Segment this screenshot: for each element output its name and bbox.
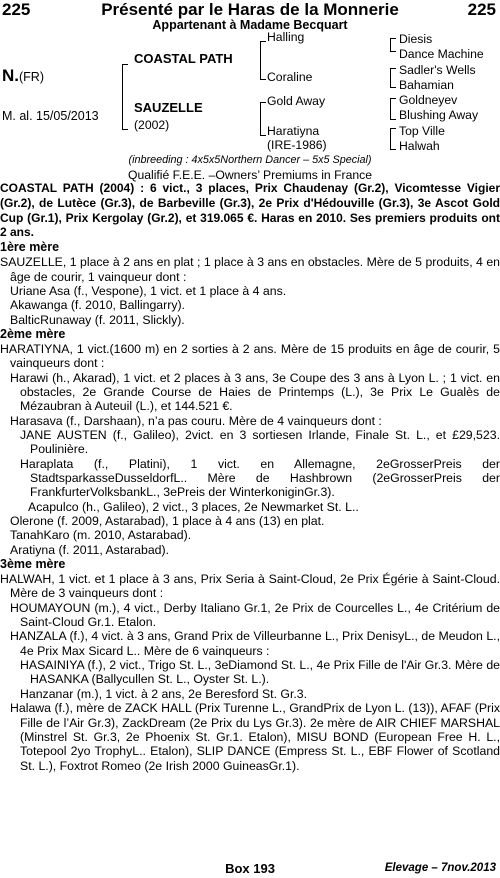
horse-sex: N. bbox=[2, 66, 19, 85]
second-dam-text: HARATIYNA, 1 vict.(1600 m) en 2 sorties à 2 ans. Mère de 15 produits en âge de courir, 5 vainqueurs dont : bbox=[0, 341, 500, 371]
bracket-g3-2 bbox=[390, 68, 396, 88]
bracket-gen1 bbox=[122, 64, 128, 130]
lot-number-left: 225 bbox=[2, 0, 31, 19]
third-dam-text: HALWAH, 1 vict. et 1 place à 3 ans, Prix Seria à Saint-Cloud, 2e Prix Égérie à Saint-Cloud. Mère de 3 vainqueurs dont : bbox=[0, 572, 500, 601]
lot-number-right: 225 bbox=[467, 0, 496, 19]
horse-country: (FR) bbox=[19, 70, 44, 84]
produce-hanzanar: Hanzanar (m.), 1 vict. à 2 ans, 2e Beresford St. Gr.3. bbox=[20, 686, 308, 701]
first-dam-text: SAUZELLE, 1 place à 2 ans en plat ; 1 place à 3 ans en obstacles. Mère de 5 produits, 4 en âge de courir, 1 vainqueur dont : bbox=[0, 255, 500, 284]
qualification-note: Qualifié F.E.E. –Owners’ Premiums in France bbox=[127, 168, 373, 182]
bracket-g3-3 bbox=[390, 98, 396, 120]
produce-hanzala: HANZALA (f.), 4 vict. à 3 ans, Grand Prix de Villeurbanne L., Prix DenisyL., de Meudon L., 4e Prix Max Sicard L.. Mère de 6 vainqueurs : bbox=[10, 629, 500, 658]
produce-harasava: Harasava (f., Darshaan), n’a pas couru. Mère de 4 vainqueurs dont : bbox=[10, 413, 382, 428]
g3-name: Dance Machine bbox=[399, 47, 484, 61]
produce-harawi: Harawi (h., Akarad), 1 vict. et 2 places à 3 ans, 3e Coupe des 3 ans à Lyon L. ; 1 vict. en obstacles, 2e Grande Course de Haies de Printemps (L.), 3e Prix Le Gualès de Mézaubran à Auteuil (L.), et 144.521 €. bbox=[10, 370, 500, 414]
produce-jane-austen: JANE AUSTEN (f., Galileo), 2vict. en 3 sortiesen Irlande, Finale St. L., et £29,523. Poulinière. bbox=[20, 427, 500, 457]
produce-halawa: Halawa (f.), mère de ZACK HALL (Prix Turenne L., GrandPrix de Lyon L. (13)), AFAF (Prix Fille de l’Air Gr.3), ZackDream (2e Prix du Lys Gr.3). 2e mère de AIR CHIEF MARSHAL (Minstrel St. Gr.3, 2e Phoenix St. Gr.1. Etalon), MISU BOND (European Free H. L., Totepool 2yo TrophyL.. Etalon), SLIP DANCE (Empress St. L., EBF Flower of Scotland St. L.), Foxtrot Romeo (2e Irish 2000 GuineasGr.1). bbox=[10, 701, 500, 773]
produce-item: BalticRunaway (f. 2011, Slickly). bbox=[10, 312, 185, 327]
horse-sex-country bbox=[2, 66, 44, 86]
horse-birth: M. al. 15/05/2013 bbox=[2, 109, 99, 123]
inbreeding-note: (inbreeding : 4x5x5Northern Dancer – 5x5 Special) bbox=[128, 154, 372, 166]
dam-name: SAUZELLE bbox=[134, 100, 203, 115]
sire-dam: Coraline bbox=[267, 70, 313, 84]
bracket-dam bbox=[260, 102, 266, 136]
box-number: Box 193 bbox=[225, 861, 275, 876]
g3-name: Blushing Away bbox=[399, 108, 479, 122]
produce-item: TanahKaro (m. 2010, Astarabad). bbox=[10, 528, 192, 543]
g3-name: Bahamian bbox=[399, 78, 454, 92]
produce-item: Aratiyna (f. 2011, Astarabad). bbox=[10, 542, 170, 557]
bracket-g3-4 bbox=[390, 128, 396, 150]
bracket-g3-1 bbox=[390, 38, 396, 52]
bracket-sire bbox=[260, 41, 266, 80]
page-title: Présenté par le Haras de la Monnerie bbox=[101, 0, 399, 19]
g3-name: Top Ville bbox=[399, 124, 445, 138]
produce-houmayoun: HOUMAYOUN (m.), 4 vict., Derby Italiano Gr.1, 2e Prix de Courcelles L., 4e Critérium de Saint-Cloud Gr.1. Etalon. bbox=[10, 600, 500, 630]
sire-sire: Halling bbox=[267, 30, 305, 44]
sire-summary: COASTAL PATH (2004) : 6 vict., 3 places, Prix Chaudenay (Gr.2), Vicomtesse Vigier (Gr.2), de Lutèce (Gr.3), de Barbeville (Gr.3), 2e Prix d'Hédouville (Gr.3), 3e Ascot Gold Cup (Gr.1), Prix Kergolay (Gr.2), et 319.065 €. Haras en 2010. Ses premiers produits ont 2 ans. bbox=[0, 181, 500, 240]
heading-third-dam: 3ème mère bbox=[0, 557, 66, 572]
produce-hasainiya: HASAINIYA (f.), 2 vict., Trigo St. L., 3eDiamond St. L., 4e Prix Fille de l'Air Gr.3. Mère de HASANKA (Ballycullen St. L., Oyster St. L.). bbox=[20, 658, 500, 687]
produce-haraplata: Haraplata (f., Platini), 1 vict. en Allemagne, 2eGrosserPreis der StadtsparkasseDusseldorfL.. Mère de Hashbrown (2eGrosserPreis der FrankfurterVolksbankL., 3ePreis der WinterkoniginGr.3). bbox=[20, 456, 500, 500]
g3-name: Halwah bbox=[399, 139, 440, 153]
produce-item: Uriane Asa (f., Vespone), 1 vict. et 1 place à 4 ans. bbox=[10, 283, 287, 298]
heading-first-dam: 1ère mère bbox=[0, 240, 60, 255]
dam-sire: Gold Away bbox=[267, 94, 326, 108]
g3-name: Diesis bbox=[399, 32, 433, 46]
catalogue-body bbox=[0, 181, 500, 773]
sire-name: COASTAL PATH bbox=[134, 51, 233, 66]
produce-item: Olerone (f. 2009, Astarabad), 1 place à 4 ans (13) en plat. bbox=[10, 514, 325, 529]
heading-second-dam: 2ème mère bbox=[0, 326, 66, 341]
produce-item: Akawanga (f. 2010, Ballingarry). bbox=[10, 298, 185, 313]
owner-line: Appartenant à Madame Becquart bbox=[152, 18, 348, 32]
g3-name: Goldneyev bbox=[399, 93, 458, 107]
g3-name: Sadler's Wells bbox=[399, 63, 476, 77]
dam-dam-country: (IRE-1986) bbox=[267, 138, 327, 152]
produce-acapulco: Acapulco (h., Galileo), 2 vict., 3 places, 2e Newmarket St. L.. bbox=[28, 499, 359, 514]
dam-dam: Haratiyna bbox=[267, 124, 320, 138]
issue-date: Elevage – 7nov.2013 bbox=[384, 862, 496, 874]
dam-year: (2002) bbox=[134, 118, 170, 132]
